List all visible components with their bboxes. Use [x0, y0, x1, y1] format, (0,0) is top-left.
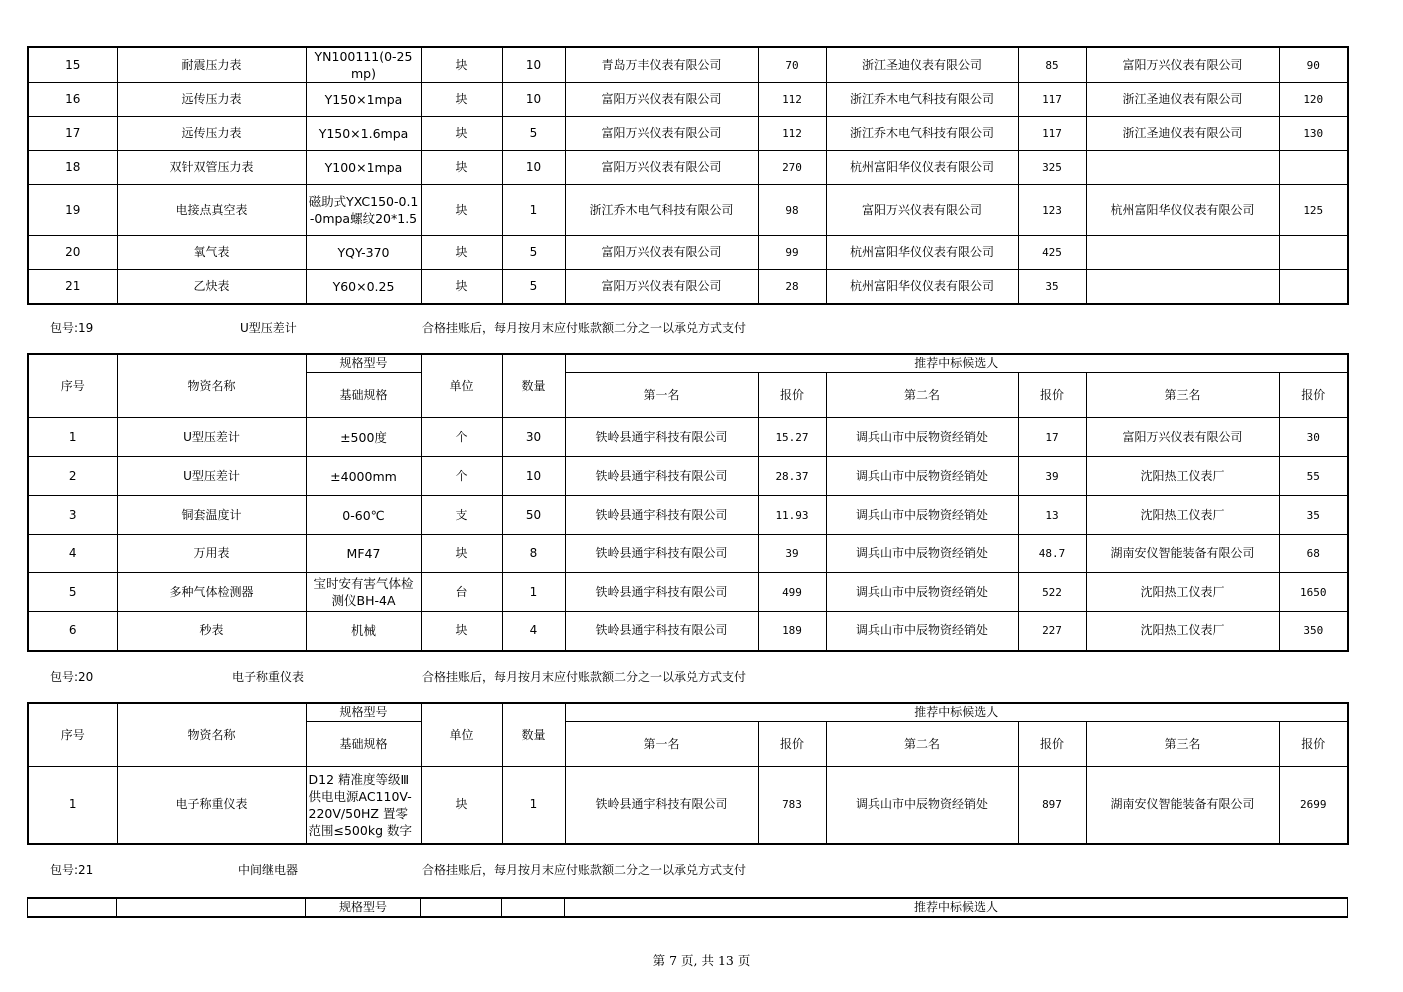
cell-qty: 1 — [502, 767, 565, 844]
table-row — [28, 573, 1348, 612]
cell-no: 4 — [28, 535, 117, 573]
cell-third: 富阳万兴仪表有限公司 — [1086, 418, 1279, 457]
header-spec-group: 规格型号 — [306, 703, 421, 722]
cell-third — [1086, 270, 1279, 304]
cell-spec: MF47 — [306, 535, 421, 573]
cell-price3: 68 — [1279, 535, 1348, 573]
cell-second: 杭州富阳华仪仪表有限公司 — [826, 270, 1018, 304]
cell-qty: 10 — [502, 151, 565, 185]
cell-spec: Y150×1.6mpa — [306, 117, 421, 151]
header-no: 序号 — [28, 354, 117, 418]
cell-first: 铁岭县通宇科技有限公司 — [565, 767, 758, 844]
header-spec: 基础规格 — [306, 373, 421, 418]
cell-price3: 120 — [1279, 83, 1348, 117]
header-no: 序号 — [28, 703, 117, 767]
cell-price3: 130 — [1279, 117, 1348, 151]
header-name: 物资名称 — [117, 703, 306, 767]
package-20-body — [28, 767, 1348, 844]
cell-name: 万用表 — [117, 535, 306, 573]
cell-unit: 块 — [421, 47, 502, 83]
cell-spec: YN100111(0-25mp) — [306, 47, 421, 83]
table-row — [28, 418, 1348, 457]
cell-price1: 39 — [758, 535, 826, 573]
cell-no: 1 — [28, 418, 117, 457]
cell-name: 远传压力表 — [117, 117, 306, 151]
cell-price2: 325 — [1018, 151, 1086, 185]
cell-price3: 55 — [1279, 457, 1348, 496]
header-first: 第一名 — [565, 373, 758, 418]
cell-qty: 1 — [502, 573, 565, 612]
cell-price1: 783 — [758, 767, 826, 844]
cell-qty: 1 — [502, 185, 565, 236]
header-price-1: 报价 — [758, 722, 826, 767]
table-row — [28, 457, 1348, 496]
cell-first: 富阳万兴仪表有限公司 — [565, 236, 758, 270]
cell-first: 铁岭县通宇科技有限公司 — [565, 573, 758, 612]
table-row — [28, 496, 1348, 535]
cell-first: 富阳万兴仪表有限公司 — [565, 83, 758, 117]
cell-second: 浙江乔木电气科技有限公司 — [826, 117, 1018, 151]
cell-first: 铁岭县通宇科技有限公司 — [565, 535, 758, 573]
cell-second: 富阳万兴仪表有限公司 — [826, 185, 1018, 236]
cell-spec: YQY-370 — [306, 236, 421, 270]
header-price-1: 报价 — [758, 373, 826, 418]
package-21-title: 中间继电器 — [238, 863, 299, 877]
cut-cell-no — [28, 898, 117, 917]
cell-first: 铁岭县通宇科技有限公司 — [565, 496, 758, 535]
table-row — [28, 270, 1348, 304]
cell-price2: 425 — [1018, 236, 1086, 270]
table-row — [28, 767, 1348, 844]
cell-no: 18 — [28, 151, 117, 185]
header-spec-group: 规格型号 — [306, 354, 421, 373]
cell-unit: 块 — [421, 270, 502, 304]
cell-third: 浙江圣迪仪表有限公司 — [1086, 117, 1279, 151]
cell-price2: 123 — [1018, 185, 1086, 236]
cell-third: 杭州富阳华仪仪表有限公司 — [1086, 185, 1279, 236]
cell-second: 调兵山市中辰物资经销处 — [826, 457, 1018, 496]
cell-no: 2 — [28, 457, 117, 496]
cell-price3: 35 — [1279, 496, 1348, 535]
cell-second: 浙江乔木电气科技有限公司 — [826, 83, 1018, 117]
cell-qty: 30 — [502, 418, 565, 457]
cell-third: 沈阳热工仪表厂 — [1086, 457, 1279, 496]
cell-first: 青岛万丰仪表有限公司 — [565, 47, 758, 83]
cell-unit: 台 — [421, 573, 502, 612]
cell-second: 调兵山市中辰物资经销处 — [826, 496, 1018, 535]
cell-price2: 897 — [1018, 767, 1086, 844]
cell-price2: 117 — [1018, 83, 1086, 117]
cell-price1: 499 — [758, 573, 826, 612]
cell-price2: 39 — [1018, 457, 1086, 496]
cell-no: 17 — [28, 117, 117, 151]
header-spec-group: 规格型号 — [306, 898, 421, 917]
header-third: 第三名 — [1086, 722, 1279, 767]
cell-price2: 17 — [1018, 418, 1086, 457]
cell-unit: 块 — [421, 185, 502, 236]
cell-price2: 48.7 — [1018, 535, 1086, 573]
header-second: 第二名 — [826, 373, 1018, 418]
package-21-label: 包号:21 — [50, 863, 94, 877]
package-20-terms: 合格挂账后，每月按月末应付账款额二分之一以承兑方式支付 — [422, 670, 747, 684]
package-19-label: 包号:19 — [50, 321, 94, 335]
cell-second: 调兵山市中辰物资经销处 — [826, 418, 1018, 457]
cell-no: 3 — [28, 496, 117, 535]
cell-price1: 15.27 — [758, 418, 826, 457]
cell-qty: 4 — [502, 612, 565, 651]
cell-price1: 28.37 — [758, 457, 826, 496]
cell-spec: 机械 — [306, 612, 421, 651]
cell-price1: 11.93 — [758, 496, 826, 535]
cell-spec: ±4000mm — [306, 457, 421, 496]
package-19-terms: 合格挂账后，每月按月末应付账款额二分之一以承兑方式支付 — [422, 321, 747, 335]
cell-no: 15 — [28, 47, 117, 83]
cell-price3: 125 — [1279, 185, 1348, 236]
package-19-body — [28, 418, 1348, 651]
cell-second: 调兵山市中辰物资经销处 — [826, 612, 1018, 651]
header-price-2: 报价 — [1018, 373, 1086, 418]
cell-no: 1 — [28, 767, 117, 844]
table-continued — [27, 46, 1349, 305]
cell-second: 调兵山市中辰物资经销处 — [826, 535, 1018, 573]
cell-price2: 117 — [1018, 117, 1086, 151]
cell-price2: 227 — [1018, 612, 1086, 651]
cell-price3 — [1279, 151, 1348, 185]
cell-first: 富阳万兴仪表有限公司 — [565, 151, 758, 185]
header-name: 物资名称 — [117, 354, 306, 418]
cell-spec: Y100×1mpa — [306, 151, 421, 185]
cut-cell-qty — [502, 898, 565, 917]
cell-price2: 85 — [1018, 47, 1086, 83]
package-21-table — [27, 897, 1348, 918]
cell-unit: 块 — [421, 117, 502, 151]
cell-qty: 5 — [502, 117, 565, 151]
cell-price1: 99 — [758, 236, 826, 270]
cell-price3: 350 — [1279, 612, 1348, 651]
cell-spec: D12 精准度等级Ⅲ 供电电源AC110V-220V/50HZ 置零范围≤500kg 数字 — [306, 767, 421, 844]
package-19-title: U型压差计 — [240, 321, 297, 335]
cell-unit: 个 — [421, 418, 502, 457]
header-second: 第二名 — [826, 722, 1018, 767]
cell-no: 16 — [28, 83, 117, 117]
cell-no: 21 — [28, 270, 117, 304]
cell-name: 多种气体检测器 — [117, 573, 306, 612]
cell-first: 富阳万兴仪表有限公司 — [565, 117, 758, 151]
cell-price1: 270 — [758, 151, 826, 185]
cell-name: 远传压力表 — [117, 83, 306, 117]
cell-unit: 块 — [421, 535, 502, 573]
cut-cell-name — [117, 898, 306, 917]
package-20-header — [28, 703, 1348, 767]
header-candidates-group: 推荐中标候选人 — [565, 703, 1348, 722]
cell-second: 浙江圣迪仪表有限公司 — [826, 47, 1018, 83]
cell-unit: 块 — [421, 236, 502, 270]
header-price-3: 报价 — [1279, 722, 1348, 767]
header-price-2: 报价 — [1018, 722, 1086, 767]
cell-first: 铁岭县通宇科技有限公司 — [565, 457, 758, 496]
cell-second: 杭州富阳华仪仪表有限公司 — [826, 151, 1018, 185]
header-candidates-group: 推荐中标候选人 — [565, 898, 1348, 917]
cell-unit: 块 — [421, 151, 502, 185]
cell-name: 铜套温度计 — [117, 496, 306, 535]
header-qty: 数量 — [502, 354, 565, 418]
table-row — [28, 612, 1348, 651]
header-qty: 数量 — [502, 703, 565, 767]
cell-unit: 块 — [421, 83, 502, 117]
cell-price3: 90 — [1279, 47, 1348, 83]
cell-name: 乙炔表 — [117, 270, 306, 304]
cell-second: 杭州富阳华仪仪表有限公司 — [826, 236, 1018, 270]
cell-spec: 0-60℃ — [306, 496, 421, 535]
cell-third — [1086, 236, 1279, 270]
cell-third: 沈阳热工仪表厂 — [1086, 573, 1279, 612]
cell-unit: 块 — [421, 612, 502, 651]
cell-first: 浙江乔木电气科技有限公司 — [565, 185, 758, 236]
cell-unit: 个 — [421, 457, 502, 496]
cell-price2: 522 — [1018, 573, 1086, 612]
header-third: 第三名 — [1086, 373, 1279, 418]
cell-first: 铁岭县通宇科技有限公司 — [565, 418, 758, 457]
cell-price1: 112 — [758, 117, 826, 151]
table-row — [28, 535, 1348, 573]
cell-price1: 70 — [758, 47, 826, 83]
cell-name: 电子称重仪表 — [117, 767, 306, 844]
cell-spec: 宝时安有害气体检测仪BH-4A — [306, 573, 421, 612]
cell-unit: 支 — [421, 496, 502, 535]
cell-second: 调兵山市中辰物资经销处 — [826, 767, 1018, 844]
cell-third: 湖南安仪智能装备有限公司 — [1086, 535, 1279, 573]
cell-spec: Y150×1mpa — [306, 83, 421, 117]
cell-first: 富阳万兴仪表有限公司 — [565, 270, 758, 304]
table-row — [28, 83, 1348, 117]
cell-price1: 189 — [758, 612, 826, 651]
package-20-table — [27, 702, 1349, 845]
cell-spec: Y60×0.25 — [306, 270, 421, 304]
cell-third: 富阳万兴仪表有限公司 — [1086, 47, 1279, 83]
table-row — [28, 185, 1348, 236]
cell-no: 20 — [28, 236, 117, 270]
package-19-header — [28, 354, 1348, 418]
cell-name: 耐震压力表 — [117, 47, 306, 83]
cell-name: 双针双管压力表 — [117, 151, 306, 185]
header-first: 第一名 — [565, 722, 758, 767]
cell-name: 氧气表 — [117, 236, 306, 270]
cell-unit: 块 — [421, 767, 502, 844]
cell-price2: 13 — [1018, 496, 1086, 535]
cell-price3: 1650 — [1279, 573, 1348, 612]
table-row — [28, 236, 1348, 270]
header-unit: 单位 — [421, 703, 502, 767]
header-spec: 基础规格 — [306, 722, 421, 767]
header-price-3: 报价 — [1279, 373, 1348, 418]
cell-third: 浙江圣迪仪表有限公司 — [1086, 83, 1279, 117]
table-row — [28, 151, 1348, 185]
cell-qty: 5 — [502, 236, 565, 270]
table-row — [28, 47, 1348, 83]
cell-first: 铁岭县通宇科技有限公司 — [565, 612, 758, 651]
cell-spec: 磁助式YXC150-0.1-0mpa螺纹20*1.5 — [306, 185, 421, 236]
cell-name: U型压差计 — [117, 418, 306, 457]
cell-price1: 98 — [758, 185, 826, 236]
cell-qty: 8 — [502, 535, 565, 573]
header-unit: 单位 — [421, 354, 502, 418]
cell-second: 调兵山市中辰物资经销处 — [826, 573, 1018, 612]
cell-third: 沈阳热工仪表厂 — [1086, 612, 1279, 651]
cell-third: 湖南安仪智能装备有限公司 — [1086, 767, 1279, 844]
cell-price1: 28 — [758, 270, 826, 304]
cell-qty: 50 — [502, 496, 565, 535]
cell-name: 电接点真空表 — [117, 185, 306, 236]
cell-no: 19 — [28, 185, 117, 236]
cell-third — [1086, 151, 1279, 185]
cell-qty: 5 — [502, 270, 565, 304]
cell-price3: 30 — [1279, 418, 1348, 457]
table-row — [28, 117, 1348, 151]
header-candidates-group: 推荐中标候选人 — [565, 354, 1348, 373]
cell-qty: 10 — [502, 83, 565, 117]
cell-qty: 10 — [502, 457, 565, 496]
cell-third: 沈阳热工仪表厂 — [1086, 496, 1279, 535]
cell-name: U型压差计 — [117, 457, 306, 496]
cell-no: 5 — [28, 573, 117, 612]
package-20-title: 电子称重仪表 — [232, 670, 305, 684]
package-19-table — [27, 353, 1349, 652]
cell-no: 6 — [28, 612, 117, 651]
cut-cell-unit — [421, 898, 502, 917]
cell-name: 秒表 — [117, 612, 306, 651]
cell-qty: 10 — [502, 47, 565, 83]
cell-price1: 112 — [758, 83, 826, 117]
table-continued-body — [28, 47, 1348, 304]
cell-spec: ±500度 — [306, 418, 421, 457]
cell-price3 — [1279, 236, 1348, 270]
cell-price2: 35 — [1018, 270, 1086, 304]
page-footer: 第 7 页, 共 13 页 — [652, 953, 751, 968]
cell-price3 — [1279, 270, 1348, 304]
cell-price3: 2699 — [1279, 767, 1348, 844]
package-20-label: 包号:20 — [50, 670, 94, 684]
package-21-terms: 合格挂账后，每月按月末应付账款额二分之一以承兑方式支付 — [422, 863, 747, 877]
